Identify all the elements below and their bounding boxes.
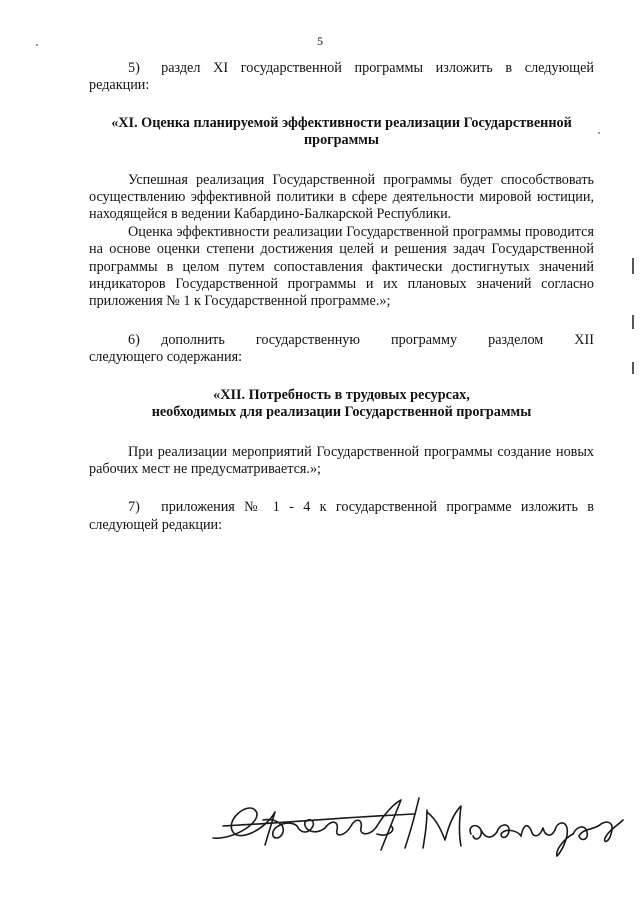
handwritten-signature [205, 790, 625, 860]
scan-speck [36, 44, 38, 46]
scan-mark [632, 362, 634, 374]
page-number: 5 [317, 34, 323, 48]
item-7-paragraph: 7) приложения № 1 - 4 к государственной программе изложить в следующей редакции: [89, 499, 594, 533]
item-6-paragraph: 6) дополнить государственную программу разделом XII следующего содержания: [89, 331, 594, 366]
section-11-paragraph-1: Успешная реализация Государственной программы будет способствовать осуществлению эффективной политики в сфере деятельности мировой юстиции, находящейся в ведении Кабардино-Балкарской Республики. [89, 171, 594, 223]
scan-mark [632, 258, 634, 274]
section-12-heading-line-2: необходимых для реализации Государственной программы [151, 404, 532, 421]
section-12-heading-line-1: «XII. Потребность в трудовых ресурсах, [213, 386, 470, 403]
scan-speck [598, 132, 600, 134]
document-body [89, 60, 594, 534]
section-11-heading: «XI. Оценка планируемой эффективности реализации Государственной программы [111, 114, 572, 149]
item-5-paragraph: 5) раздел XI государственной программы изложить в следующей редакции: [89, 60, 594, 94]
section-12-paragraph-1: При реализации мероприятий Государственной программы создание новых рабочих мест не предусматривается.»; [89, 443, 594, 477]
section-11-paragraph-2: Оценка эффективности реализации Государственной программы проводится на основе оценки степени достижения целей и решения задач Государственной программы в целом путем сопоставления фактически достигнутых значений индикаторов Государственной программы и их плановых значений согласно приложения № 1 к Государственной программе.»; [89, 223, 594, 310]
scan-mark [632, 315, 634, 329]
